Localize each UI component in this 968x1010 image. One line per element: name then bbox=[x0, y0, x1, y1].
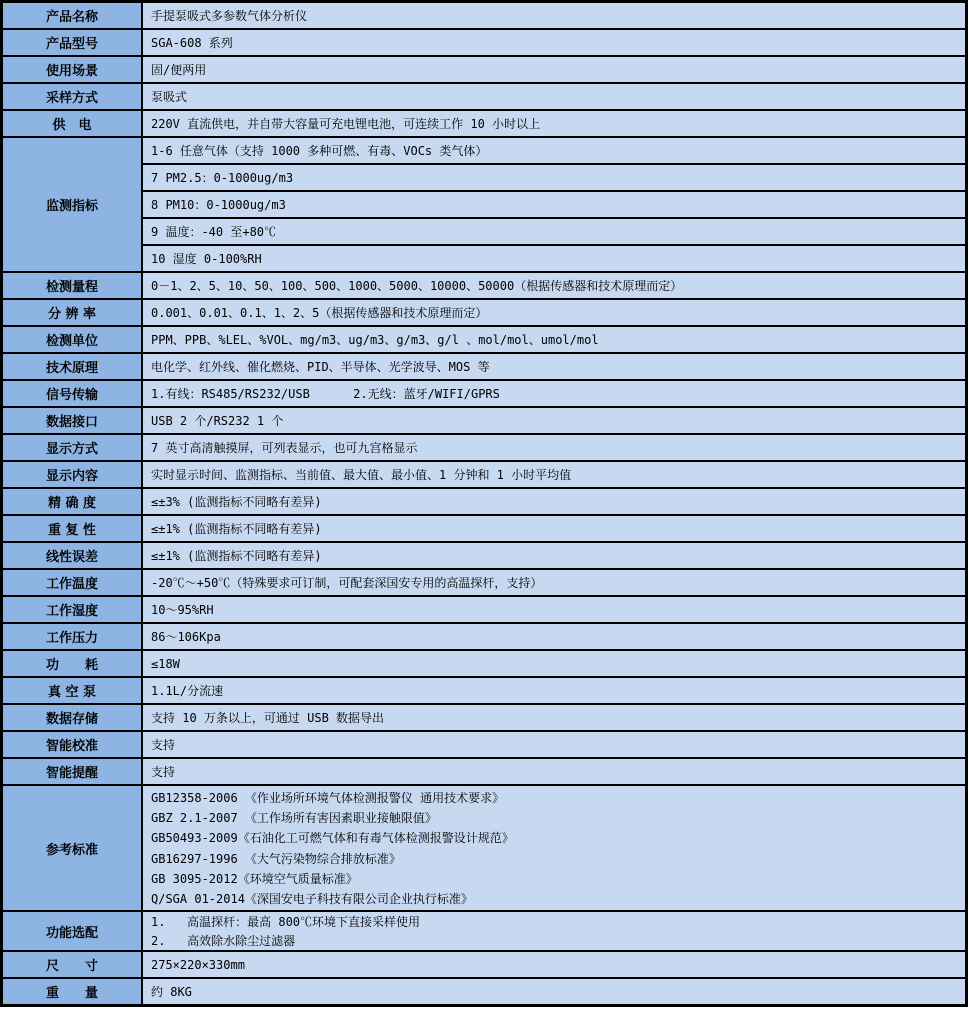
spec-label: 信号传输 bbox=[3, 381, 141, 406]
spec-row-display-content bbox=[3, 462, 965, 487]
reference-standard-item: GB12358-2006 《作业场所环境气体检测报警仪 通用技术要求》 bbox=[151, 791, 505, 806]
spec-label: 线性误差 bbox=[3, 543, 141, 568]
optional-function-item: 1. 高温探杆：最高 800℃环境下直接采样使用 bbox=[151, 915, 421, 930]
reference-standard-item: Q/SGA 01-2014《深国安电子科技有限公司企业执行标准》 bbox=[151, 891, 473, 906]
spec-value: 10～95%RH bbox=[143, 597, 965, 622]
spec-row-working-temperature bbox=[3, 570, 965, 595]
spec-label: 分 辨 率 bbox=[3, 300, 141, 325]
spec-row-data-interface bbox=[3, 408, 965, 433]
spec-value: 支持 bbox=[143, 759, 965, 784]
monitoring-indicator-item: 10 湿度 0-100%RH bbox=[143, 246, 965, 271]
spec-row-power-consumption bbox=[3, 651, 965, 676]
spec-row-smart-calibration bbox=[3, 732, 965, 757]
spec-value: 电化学、红外线、催化燃烧、PID、半导体、光学波导、MOS 等 bbox=[143, 354, 965, 379]
spec-row-dimensions bbox=[3, 952, 965, 977]
optional-function-item: 2. 高效除水除尘过滤器 bbox=[151, 933, 296, 948]
spec-row-data-storage bbox=[3, 705, 965, 730]
spec-value: 支持 bbox=[143, 732, 965, 757]
spec-value: ≤±1% (监测指标不同略有差异) bbox=[143, 516, 965, 541]
spec-label: 工作压力 bbox=[3, 624, 141, 649]
monitoring-indicator-item: 8 PM10：0-1000ug/m3 bbox=[143, 192, 965, 217]
spec-label: 真 空 泵 bbox=[3, 678, 141, 703]
spec-label: 产品型号 bbox=[3, 30, 141, 55]
spec-label: 检测量程 bbox=[3, 273, 141, 298]
monitoring-indicator-list bbox=[143, 138, 965, 271]
spec-row-power-supply bbox=[3, 111, 965, 136]
spec-value: 275×220×330mm bbox=[143, 952, 965, 977]
monitoring-indicator-item: 7 PM2.5：0-1000ug/m3 bbox=[143, 165, 965, 190]
reference-standard-item: GB50493-2009《石油化工可燃气体和有毒气体检测报警设计规范》 bbox=[151, 831, 514, 846]
spec-label: 重 复 性 bbox=[3, 516, 141, 541]
spec-row-signal-transmission bbox=[3, 381, 965, 406]
spec-value: 86～106Kpa bbox=[143, 624, 965, 649]
spec-row-repeatability bbox=[3, 516, 965, 541]
spec-value: 1.有线：RS485/RS232/USB 2.无线：蓝牙/WIFI/GPRS bbox=[143, 381, 965, 406]
spec-label: 显示内容 bbox=[3, 462, 141, 487]
spec-value: 约 8KG bbox=[143, 979, 965, 1004]
spec-label: 产品名称 bbox=[3, 3, 141, 28]
monitoring-indicator-item: 1-6 任意气体（支持 1000 多种可燃、有毒、VOCs 类气体） bbox=[143, 138, 965, 163]
spec-row-monitoring-indicators bbox=[3, 138, 965, 271]
spec-value: USB 2 个/RS232 1 个 bbox=[143, 408, 965, 433]
reference-standard-item: GBZ 2.1-2007 《工作场所有害因素职业接触限值》 bbox=[151, 811, 437, 826]
spec-value: 0－1、2、5、10、50、100、500、1000、5000、10000、50000（根据传感器和技术原理而定） bbox=[143, 273, 965, 298]
spec-label: 显示方式 bbox=[3, 435, 141, 460]
reference-standard-list bbox=[143, 786, 965, 910]
monitoring-indicator-item: 9 温度：-40 至+80℃ bbox=[143, 219, 965, 244]
spec-value: PPM、PPB、%LEL、%VOL、mg/m3、ug/m3、g/m3、g/l 、mol/mol、umol/mol bbox=[143, 327, 965, 352]
spec-label: 参考标准 bbox=[3, 786, 141, 910]
spec-label: 精 确 度 bbox=[3, 489, 141, 514]
spec-value: SGA-608 系列 bbox=[143, 30, 965, 55]
spec-row-detection-unit bbox=[3, 327, 965, 352]
spec-label: 工作湿度 bbox=[3, 597, 141, 622]
spec-row-smart-reminder bbox=[3, 759, 965, 784]
spec-label: 功 耗 bbox=[3, 651, 141, 676]
spec-label: 技术原理 bbox=[3, 354, 141, 379]
spec-row-product-name bbox=[3, 3, 965, 28]
spec-value: ≤±3% (监测指标不同略有差异) bbox=[143, 489, 965, 514]
reference-standard-item: GB 3095-2012《环境空气质量标准》 bbox=[151, 871, 358, 886]
spec-label: 采样方式 bbox=[3, 84, 141, 109]
spec-label: 检测单位 bbox=[3, 327, 141, 352]
spec-value: -20℃～+50℃（特殊要求可订制，可配套深国安专用的高温探杆，支持） bbox=[143, 570, 965, 595]
spec-row-product-model bbox=[3, 30, 965, 55]
spec-label: 重 量 bbox=[3, 979, 141, 1004]
spec-row-reference-standards bbox=[3, 786, 965, 910]
spec-value: 7 英寸高清触摸屏，可列表显示，也可九宫格显示 bbox=[143, 435, 965, 460]
spec-label: 智能提醒 bbox=[3, 759, 141, 784]
spec-row-working-humidity bbox=[3, 597, 965, 622]
spec-label: 数据存储 bbox=[3, 705, 141, 730]
spec-row-sampling-method bbox=[3, 84, 965, 109]
spec-value: 0.001、0.01、0.1、1、2、5（根据传感器和技术原理而定） bbox=[143, 300, 965, 325]
spec-row-weight bbox=[3, 979, 965, 1004]
spec-value: 支持 10 万条以上，可通过 USB 数据导出 bbox=[143, 705, 965, 730]
spec-value: 手提泵吸式多参数气体分析仪 bbox=[143, 3, 965, 28]
spec-row-technical-principle bbox=[3, 354, 965, 379]
spec-value: 泵吸式 bbox=[143, 84, 965, 109]
spec-value: ≤18W bbox=[143, 651, 965, 676]
spec-label: 智能校准 bbox=[3, 732, 141, 757]
spec-label: 尺 寸 bbox=[3, 952, 141, 977]
spec-row-accuracy bbox=[3, 489, 965, 514]
spec-value: ≤±1% (监测指标不同略有差异) bbox=[143, 543, 965, 568]
spec-row-display-mode bbox=[3, 435, 965, 460]
spec-row-working-pressure bbox=[3, 624, 965, 649]
spec-label: 供 电 bbox=[3, 111, 141, 136]
spec-label: 工作温度 bbox=[3, 570, 141, 595]
spec-row-linearity-error bbox=[3, 543, 965, 568]
spec-row-optional-functions bbox=[3, 912, 965, 950]
spec-value: 220V 直流供电，并自带大容量可充电锂电池，可连续工作 10 小时以上 bbox=[143, 111, 965, 136]
spec-label: 功能选配 bbox=[3, 912, 141, 950]
spec-label: 数据接口 bbox=[3, 408, 141, 433]
reference-standard-item: GB16297-1996 《大气污染物综合排放标准》 bbox=[151, 851, 401, 866]
spec-row-usage-scenario bbox=[3, 57, 965, 82]
spec-label: 监测指标 bbox=[3, 138, 141, 271]
optional-function-list bbox=[143, 912, 965, 950]
spec-value: 实时显示时间、监测指标、当前值、最大值、最小值、1 分钟和 1 小时平均值 bbox=[143, 462, 965, 487]
spec-row-vacuum-pump bbox=[3, 678, 965, 703]
spec-label: 使用场景 bbox=[3, 57, 141, 82]
spec-value: 1.1L/分流速 bbox=[143, 678, 965, 703]
spec-row-resolution bbox=[3, 300, 965, 325]
spec-row-detection-range bbox=[3, 273, 965, 298]
spec-value: 固/便两用 bbox=[143, 57, 965, 82]
